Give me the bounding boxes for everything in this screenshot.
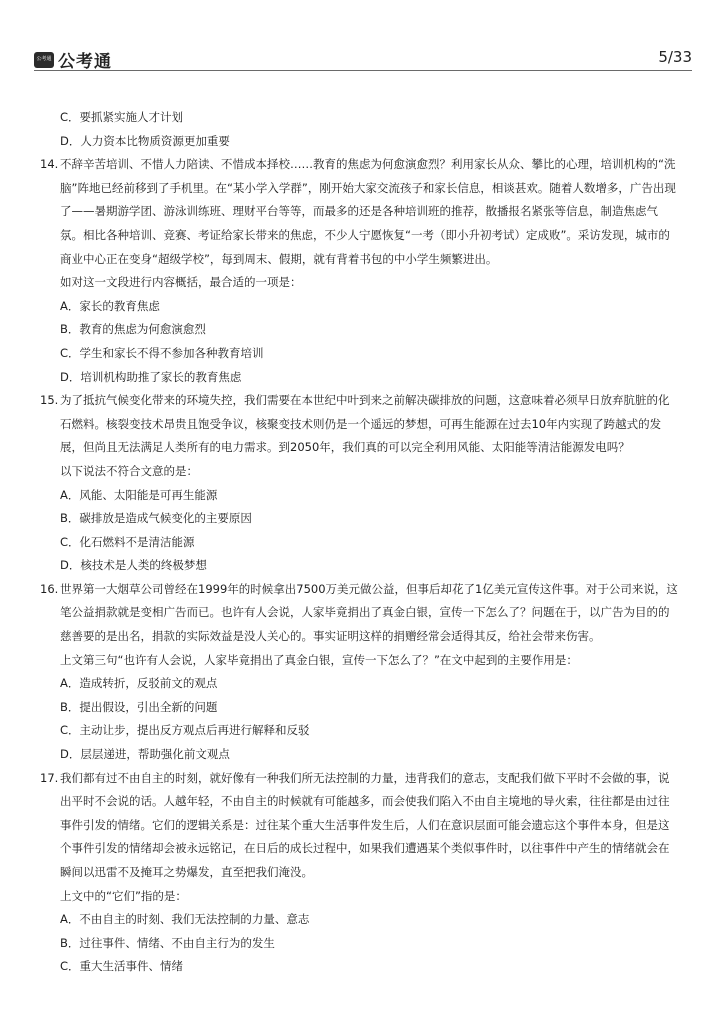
question-number: 15. — [40, 393, 59, 408]
option-b: B．教育的焦虑为何愈演愈烈 — [60, 322, 206, 337]
stem-line: 慈善要的是出名，捐款的实际效益是没人关心的。事实证明这样的捐赠经常会适得其反，给社会带来伤害。 — [60, 629, 601, 644]
option-b: B．提出假设，引出全新的问题 — [60, 699, 218, 714]
logo-badge: 公考通 — [34, 52, 54, 68]
question-number: 17. — [40, 770, 59, 785]
stem-line: 个事件引发的情绪却会被永远铭记，在日后的成长过程中，如果我们遭遇某个类似事件时，以往事件中产生的情绪就会在 — [60, 841, 670, 856]
option-a: A．家长的教育焦虑 — [60, 298, 160, 313]
page-number: 5/33 — [658, 48, 692, 66]
question-prompt: 上文第三句“也许有人会说，人家毕竟捐出了真金白银，宣传一下怎么了？”在文中起到的主要作用是： — [60, 652, 578, 667]
question-prompt: 上文中的“它们”指的是： — [60, 888, 187, 903]
stem-line: 脑”阵地已经前移到了手机里。在“某小学入学群”，刚开始大家交流孩子和家长信息，相谈甚欢。随着人数增多，广告出现 — [60, 180, 676, 195]
option-b: B．过往事件、情绪、不由自主行为的发生 — [60, 935, 275, 950]
document-body — [40, 106, 690, 979]
stem-line: 世界第一大烟草公司曾经在1999年的时候拿出7500万美元做公益，但事后却花了1亿美元宣传这件事。对于公司来说，这 — [60, 581, 678, 596]
stem-line: 出平时不会说的话。人越年轻，不由自主的时候就有可能越多，而会使我们陷入不由自主境地的导火索，往往都是由过往 — [60, 794, 670, 809]
option-c: C．化石燃料不是清洁能源 — [60, 534, 195, 549]
question-17 — [40, 767, 690, 979]
option-a: A．不由自主的时刻、我们无法控制的力量、意志 — [60, 912, 310, 927]
question-15 — [40, 389, 690, 578]
stem-line: 石燃料。核裂变技术昂贵且饱受争议，核聚变技术则仍是一个遥远的梦想，可再生能源在过去10年内实现了跨越式的发 — [60, 416, 662, 431]
logo-text: 公考通 — [58, 52, 112, 72]
option-d: D．人力资本比物质资源更加重要 — [60, 133, 230, 148]
stem-line: 事件引发的情绪。它们的逻辑关系是：过往某个重大生活事件发生后，人们在意识层面可能会遗忘这个事件本身，但是这 — [60, 817, 670, 832]
stem-line: 为了抵抗气候变化带来的环境失控，我们需要在本世纪中叶到来之前解决碳排放的问题，这意味着必须早日放弃肮脏的化 — [60, 393, 670, 408]
option-a: A．造成转折，反驳前文的观点 — [60, 676, 218, 691]
option-c: C．主动让步，提出反方观点后再进行解释和反驳 — [60, 723, 310, 738]
question-number: 16. — [40, 581, 59, 596]
option-c: C．学生和家长不得不参加各种教育培训 — [60, 345, 264, 360]
option-d: D．培训机构助推了家长的教育焦虑 — [60, 369, 242, 384]
stem-line: 我们都有过不由自主的时刻，就好像有一种我们所无法控制的力量，违背我们的意志，支配我们做下平时不会做的事，说 — [60, 770, 670, 785]
option-c: C．重大生活事件、情绪 — [60, 959, 184, 974]
logo — [34, 47, 112, 72]
stem-line: 展，但尚且无法满足人类所有的电力需求。到2050年，我们真的可以完全利用风能、太阳能等清洁能源发电吗？ — [60, 440, 630, 455]
stem-line: 不辞辛苦培训、不惜人力陪读、不惜成本择校……教育的焦虑为何愈演愈烈？利用家长从众、攀比的心理，培训机构的“洗 — [60, 157, 676, 172]
option-d: D．层层递进，帮助强化前文观点 — [60, 747, 230, 762]
question-14 — [40, 153, 690, 389]
option-b: B．碳排放是造成气候变化的主要原因 — [60, 511, 252, 526]
stem-line: 笔公益捐款就是变相广告而已。也许有人会说，人家毕竟捐出了真金白银，宣传一下怎么了？问题在于，以广告为目的的 — [60, 605, 670, 620]
question-number: 14. — [40, 157, 59, 172]
option-d: D．核技术是人类的终极梦想 — [60, 558, 207, 573]
question-prompt: 如对这一文段进行内容概括，最合适的一项是： — [60, 275, 302, 290]
stem-line: 了——暑期游学团、游泳训练班、理财平台等等，而最多的还是各种培训班的推荐，散播报名紧张等信息，制造焦虑气 — [60, 204, 658, 219]
option-c: C．要抓紧实施人才计划 — [60, 110, 184, 124]
stem-line: 瞬间以迅雷不及掩耳之势爆发，直至把我们淹没。 — [60, 865, 313, 879]
question-16 — [40, 578, 690, 767]
stem-line: 氛。相比各种培训、竞赛、考证给家长带来的焦虑，不少人宁愿恢复“一考（即小升初考试）定成败”。采访发现，城市的 — [60, 227, 670, 242]
option-a: A．风能、太阳能是可再生能源 — [60, 487, 218, 502]
question-prompt: 以下说法不符合文意的是： — [60, 463, 198, 478]
page-header — [34, 40, 692, 71]
stem-line: 商业中心正在变身“超级学校”，每到周末、假期，就有背着书包的中小学生频繁进出。 — [60, 251, 498, 266]
